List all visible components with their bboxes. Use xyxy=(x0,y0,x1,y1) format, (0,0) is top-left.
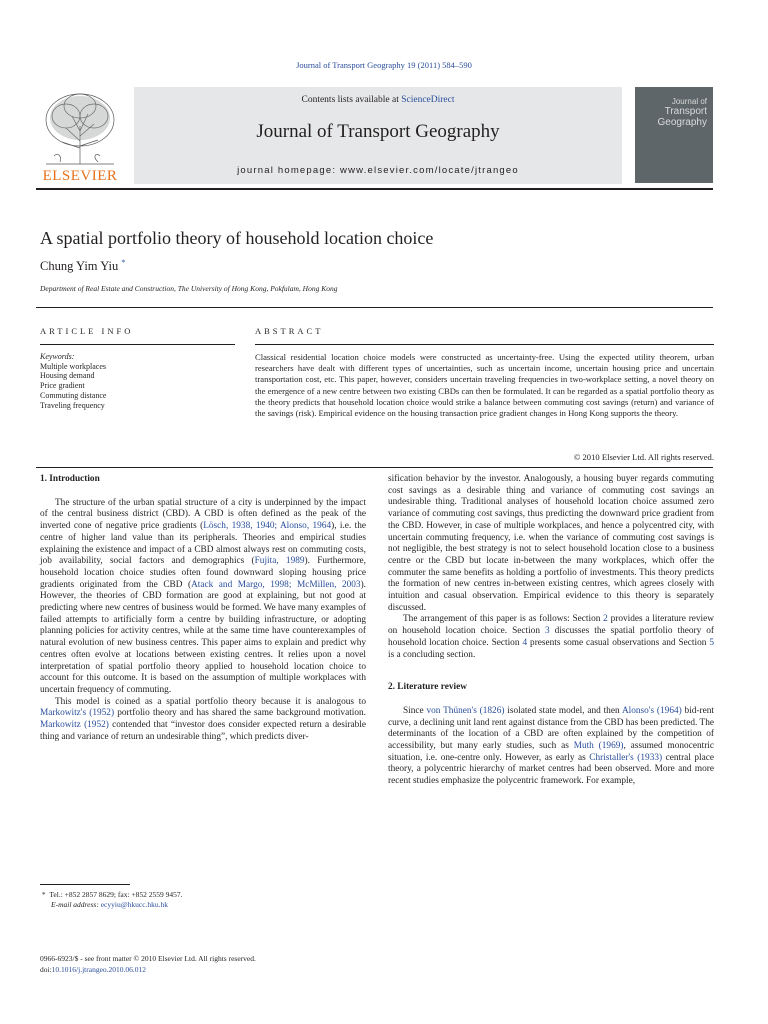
article-info-rule xyxy=(40,344,235,345)
elsevier-wordmark: ELSEVIER xyxy=(42,168,118,184)
cover-line-2: Transport xyxy=(664,106,707,117)
citation-link[interactable]: Muth (1969) xyxy=(573,741,624,752)
homepage-prefix: journal homepage: xyxy=(237,165,341,176)
text-run: portfolio theory and has shared the same background motivation. xyxy=(114,708,366,719)
text-run: Since xyxy=(403,705,427,716)
citation-link[interactable]: Fujita, 1989 xyxy=(254,556,305,567)
section-link[interactable]: 2 xyxy=(603,614,608,625)
abstract-copyright: © 2010 Elsevier Ltd. All rights reserved. xyxy=(573,452,714,462)
doi-line xyxy=(40,964,256,975)
journal-homepage xyxy=(134,165,622,176)
abstract-heading: ABSTRACT xyxy=(255,326,324,336)
footnote-mark: * xyxy=(41,890,46,899)
email-label: E-mail address: xyxy=(51,900,101,909)
abstract-rule-bottom xyxy=(36,467,713,468)
keywords-label: Keywords: xyxy=(40,352,75,361)
citation-link[interactable]: Christaller's (1933) xyxy=(589,752,663,763)
left-column xyxy=(40,474,366,743)
paragraph xyxy=(388,706,714,788)
contents-prefix: Contents lists available at xyxy=(301,95,402,105)
section-heading-introduction: 1. Introduction xyxy=(40,474,100,484)
text-run: discusses the spatial portfolio theory of household location choice. Section xyxy=(388,626,714,648)
contents-line xyxy=(134,95,622,105)
keyword-item: Housing demand xyxy=(40,371,95,381)
citation-link[interactable]: von Thünen's (1826) xyxy=(426,705,505,716)
paragraph xyxy=(40,498,366,697)
doi-link[interactable]: 10.1016/j.jtrangeo.2010.06.012 xyxy=(51,965,147,974)
citation-link[interactable]: Markowitz's (1952) xyxy=(40,708,115,719)
author-line xyxy=(40,258,125,274)
footnote-tel: Tel.: +852 2857 8629; fax: +852 2559 9457. xyxy=(49,890,183,899)
article-title: A spatial portfolio theory of household location choice xyxy=(40,228,434,248)
keyword-item: Traveling frequency xyxy=(40,400,105,410)
sciencedirect-link[interactable]: ScienceDirect xyxy=(401,95,455,105)
text-run: isolated state model, and then xyxy=(504,705,622,716)
text-run: presents some casual observations and Section xyxy=(527,637,710,648)
paragraph xyxy=(388,614,714,661)
affiliation: Department of Real Estate and Construction, The University of Hong Kong, Pokfulam, Hong Kong xyxy=(40,284,338,293)
text-run: ). Furthermore, household location choice studies often found downward sloping housing price gradients originated from the CBD ( xyxy=(40,556,366,590)
text-run: , assumed monocentric situation, i.e. one-centre only. However, as early as xyxy=(388,741,714,763)
section-link[interactable]: 3 xyxy=(545,626,550,637)
text-run: This model is coined as a spatial portfolio theory because it is analogous to xyxy=(55,696,366,707)
text-run: ). However, the theories of CBD formation are good at explaining, but not good at predicting where new centres of business would be formed. We have many examples of failed attempts to artificially form a centre by building infrastructure, or adopting planning policies for activity centres, while at the same time have counterexamples of natural evolution of new business centres. This paper aims to explain and predict why centres often evolve at locations between existing centres. It relies upon a novel interpretation of spatial portfolio theory applied to household location choice to account for this outcome. It is based on the assumption of multiple workplaces with uncertain frequency of commuting. xyxy=(40,579,366,695)
text-run: ), i.e. the centre of higher land value than its peripherals. Theories and empirical studies explaining the existence and impact of a CBD almost always rest on commuting costs, job availability, social factors and demographics ( xyxy=(40,521,366,567)
keyword-item: Commuting distance xyxy=(40,390,107,400)
right-column xyxy=(388,474,714,788)
footnote-rule xyxy=(40,884,130,885)
text-run: The arrangement of this paper is as follows: Section xyxy=(403,614,604,625)
text-run: contended that “investor does consider expected return a desirable thing and variance of return an undesirable thing”, which predicts diver- xyxy=(40,720,367,742)
cover-line-3: Geography xyxy=(657,117,707,128)
doi-prefix: doi: xyxy=(40,965,52,974)
journal-citation[interactable]: Journal of Transport Geography 19 (2011) 584–590 xyxy=(296,60,472,70)
keywords-block xyxy=(40,352,106,410)
citation-link[interactable]: Lösch, 1938, 1940; Alonso, 1964 xyxy=(203,521,332,532)
section-heading-literature-review: 2. Literature review xyxy=(388,682,467,693)
text-run: central place theory, a polycentric hierarchy of market centres had been observed. More and more recent studies emphasize the polycentric framework. For example, xyxy=(388,752,714,787)
section-link[interactable]: 5 xyxy=(709,637,715,648)
abstract-text: Classical residential location choice models were constructed as uncertainty-free. Using the expected utility theorem, urban researchers have dealt with different types of uncertainties, such as uncertain income, uncertain housing price and uncertain transportation cost, etc. This paper, however, considers uncertain traveling frequencies in two-workplace setting, a novel theory on the emergence of a new centre between two existing CBDs can then be formulated. It can be regarded as a spatial portfolio theory as the theory predicts that household location choice would strike a balance between commuting cost savings (return) and variance of the savings (risk). Empirical evidence on the housing transaction price gradient changes in Hong Kong supports the theory. xyxy=(255,352,714,419)
article-info-heading: ARTICLE INFO xyxy=(40,326,134,336)
journal-cover-thumbnail xyxy=(635,87,713,183)
author-footnote-mark[interactable]: * xyxy=(121,258,126,267)
citation-link[interactable]: Alonso's (1964) xyxy=(621,705,682,716)
issn-line: 0966-6923/$ - see front matter © 2010 Elsevier Ltd. All rights reserved. xyxy=(40,954,256,963)
text-run: is a concluding section. xyxy=(388,649,476,660)
email-link[interactable]: ecyyiu@hkucc.hku.hk xyxy=(100,900,169,909)
text-run: bid-rent curve, a declining unit land rent against distance from the CBD has been predicted. The determinants of the location of a CBD are often explained by the competition of accessibility, but many early studies, such as xyxy=(388,705,714,752)
title-rule xyxy=(36,307,713,308)
citation-link[interactable]: Markowitz (1952) xyxy=(40,720,109,731)
footnote xyxy=(40,890,366,910)
elsevier-logo xyxy=(36,86,124,186)
elsevier-tree-icon xyxy=(36,86,124,186)
keyword-item: Multiple workplaces xyxy=(40,361,106,371)
paragraph xyxy=(40,697,366,744)
author-name: Chung Yim Yiu xyxy=(40,259,119,274)
cover-line-1: Journal of xyxy=(671,97,707,106)
homepage-url[interactable]: www.elsevier.com/locate/jtrangeo xyxy=(340,165,519,176)
text-run: provides a literature review on household location choice. Section xyxy=(388,614,714,637)
header-rule xyxy=(36,188,713,190)
citation-link[interactable]: Atack and Margo, 1998; McMillen, 2003 xyxy=(191,579,361,590)
footnote-contact xyxy=(40,890,366,900)
paragraph: sification behavior by the investor. Analogously, a housing buyer regards commuting cost savings as a desirable thing and variance of commuting cost savings an undesirable thing. Traditional analyses of household location choice assumed zero variance of commuting cost savings, thus predicting the downward price gradient from the CBD. However, in case of multiple workplaces, and hence a polycentred city, with uncertain commuting frequency, i.e. when the variance of commuting cost savings is not negligible, the best strategy is not to select household location close to a business centre or the CBD but locate in-between the many workplaces, which offer the commuter the same benefits as holding a portfolio of investments. This theory predicts the formation of new centres in-between existing centres, which agrees closely with intuition and casual observation. Empirical evidence to this theory is separately discussed. xyxy=(388,474,714,613)
keyword-item: Price gradient xyxy=(40,381,85,391)
text-run: The structure of the urban spatial structure of a city is underpinned by the impact of the central business district (CBD). A CBD is often defined as the peak of the inverted cone of negative price gradients ( xyxy=(40,497,366,532)
section-link[interactable]: 4 xyxy=(522,637,528,648)
abstract-rule xyxy=(255,344,714,345)
footnote-email-line xyxy=(40,900,366,910)
issn-doi-block xyxy=(40,953,256,975)
journal-title: Journal of Transport Geography xyxy=(256,121,500,142)
